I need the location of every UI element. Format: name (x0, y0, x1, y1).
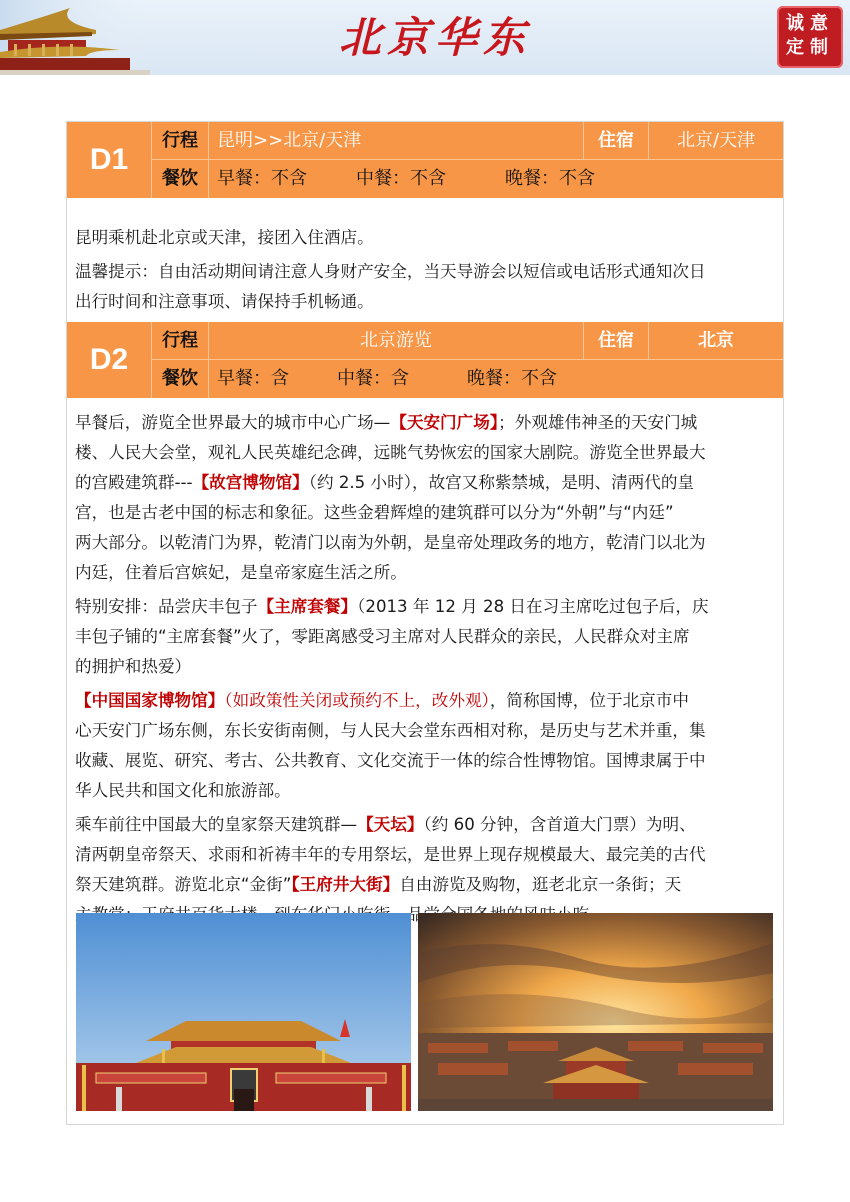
text-run: （2013 年 12 月 28 日在习主席吃过包子后，庆 (357, 597, 709, 616)
text-run: 乘车前往中国最大的皇家祭天建筑群— (75, 815, 358, 834)
paragraph-line: 收藏、展览、研究、考古、公共教育、文化交流于一体的综合性博物馆。国博隶属于中 (75, 751, 706, 770)
route-value: 北京游览 (360, 330, 432, 351)
lunch-info: 中餐：含 (337, 368, 409, 389)
highlight-wangfujing: 【王府井大街】 (291, 875, 400, 894)
highlight-tiananmen: 【天安门广场】 (390, 413, 499, 432)
text-run: ，简称国博，位于北京市中 (489, 691, 689, 710)
stay-value: 北京/天津 (676, 130, 756, 151)
paragraph-line: 宫，也是古老中国的标志和象征。这些金碧辉煌的建筑群可以分为“外朝”与“内廷” (75, 503, 674, 522)
d1-tip-line-1: 温馨提示：自由活动期间请注意人身财产安全，当天导游会以短信或电话形式通知次日 (75, 262, 706, 281)
stay-label: 住宿 (583, 322, 649, 360)
meal-row (151, 360, 783, 398)
paragraph-line (75, 870, 778, 900)
tiananmen-photo (76, 913, 411, 1111)
palace-roof-image (0, 0, 150, 75)
seal-line-1: 诚意 (786, 13, 834, 34)
text-run: 早餐后，游览全世界最大的城市中心广场— (75, 413, 391, 432)
dinner-info: 晚餐：不含 (505, 168, 595, 189)
stay-label: 住宿 (583, 122, 649, 160)
seal-line-2: 定制 (786, 37, 834, 58)
paragraph-line: 两大部分。以乾清门为界，乾清门以南为外朝，是皇帝处理政务的地方，乾清门以北为 (75, 533, 706, 552)
text-run: 的宫殿建筑群--- (75, 473, 193, 492)
paragraph-line (75, 468, 778, 498)
seal-stamp (777, 6, 843, 68)
paragraph-line (75, 810, 778, 840)
breakfast-info: 早餐：不含 (217, 168, 307, 189)
lunch-info: 中餐：不含 (356, 168, 446, 189)
route-label: 行程 (151, 322, 209, 360)
meal-label: 餐饮 (151, 360, 209, 398)
d1-tip-line-2: 出行时间和注意事项、请保持手机畅通。 (75, 292, 374, 311)
paragraph-line (75, 408, 778, 438)
highlight-chairman-set: 【主席套餐】 (257, 597, 358, 616)
paragraph-line: 的拥护和热爱） (75, 657, 192, 676)
highlight-temple-of-heaven: 【天坛】 (357, 815, 424, 834)
text-run: 祭天建筑群。游览北京“金街” (75, 875, 292, 894)
d2-description (75, 408, 778, 930)
stay-value: 北京 (698, 330, 734, 351)
paragraph-line: 华人民共和国文化和旅游部。 (75, 781, 291, 800)
meal-row (151, 160, 783, 198)
paragraph-line: 清两朝皇帝祭天、求雨和祈祷丰年的专用祭坛，是世界上现存规模最大、最完美的古代 (75, 845, 706, 864)
text-run: （约 2.5 小时），故宫又称紫禁城，是明、清两代的皇 (308, 473, 695, 492)
highlight-palace-museum: 【故宫博物馆】 (192, 473, 309, 492)
text-run: 特别安排：品尝庆丰包子 (75, 597, 258, 616)
paragraph-line: 心天安门广场东侧，东长安街南侧，与人民大会堂东西相对称，是历史与艺术并重，集 (75, 721, 706, 740)
route-row (151, 322, 783, 360)
museum-note: （如政策性关闭或预约不上，改外观） (224, 691, 490, 710)
paragraph-line: 内廷，住着后宫嫔妃，是皇帝家庭生活之所。 (75, 563, 407, 582)
d1-paragraph: 昆明乘机赴北京或天津，接团入住酒店。 (75, 228, 374, 247)
text-run: （约 60 分钟，含首道大门票）为明、 (423, 815, 696, 834)
day-number: D1 (89, 143, 129, 176)
text-run: 自由游览及购物，逛老北京一条街；天 (399, 875, 682, 894)
breakfast-info: 早餐：含 (217, 368, 289, 389)
forbidden-city-photo (418, 913, 773, 1111)
paragraph-line: 丰包子铺的“主席套餐”火了，零距离感受习主席对人民群众的亲民，人民群众对主席 (75, 627, 690, 646)
paragraph-line (75, 686, 778, 716)
d1-description (75, 223, 778, 317)
day-header-d1 (67, 122, 783, 198)
page-title: 北京华东 (338, 13, 531, 62)
route-row (151, 122, 783, 160)
dinner-info: 晚餐：不含 (467, 368, 557, 389)
route-label: 行程 (151, 122, 209, 160)
text-run: ；外观雄伟神圣的天安门城 (498, 413, 698, 432)
paragraph-line: 楼、人民大会堂，观礼人民英雄纪念碑，远眺气势恢宏的国家大剧院。游览全世界最大 (75, 443, 706, 462)
day-header-d2 (67, 322, 783, 398)
meal-label: 餐饮 (151, 160, 209, 198)
day-number: D2 (89, 343, 129, 376)
route-value: 昆明>>北京/天津 (217, 130, 362, 151)
paragraph-line (75, 592, 778, 622)
highlight-national-museum: 【中国国家博物馆】 (75, 691, 225, 710)
header-banner (0, 0, 850, 75)
